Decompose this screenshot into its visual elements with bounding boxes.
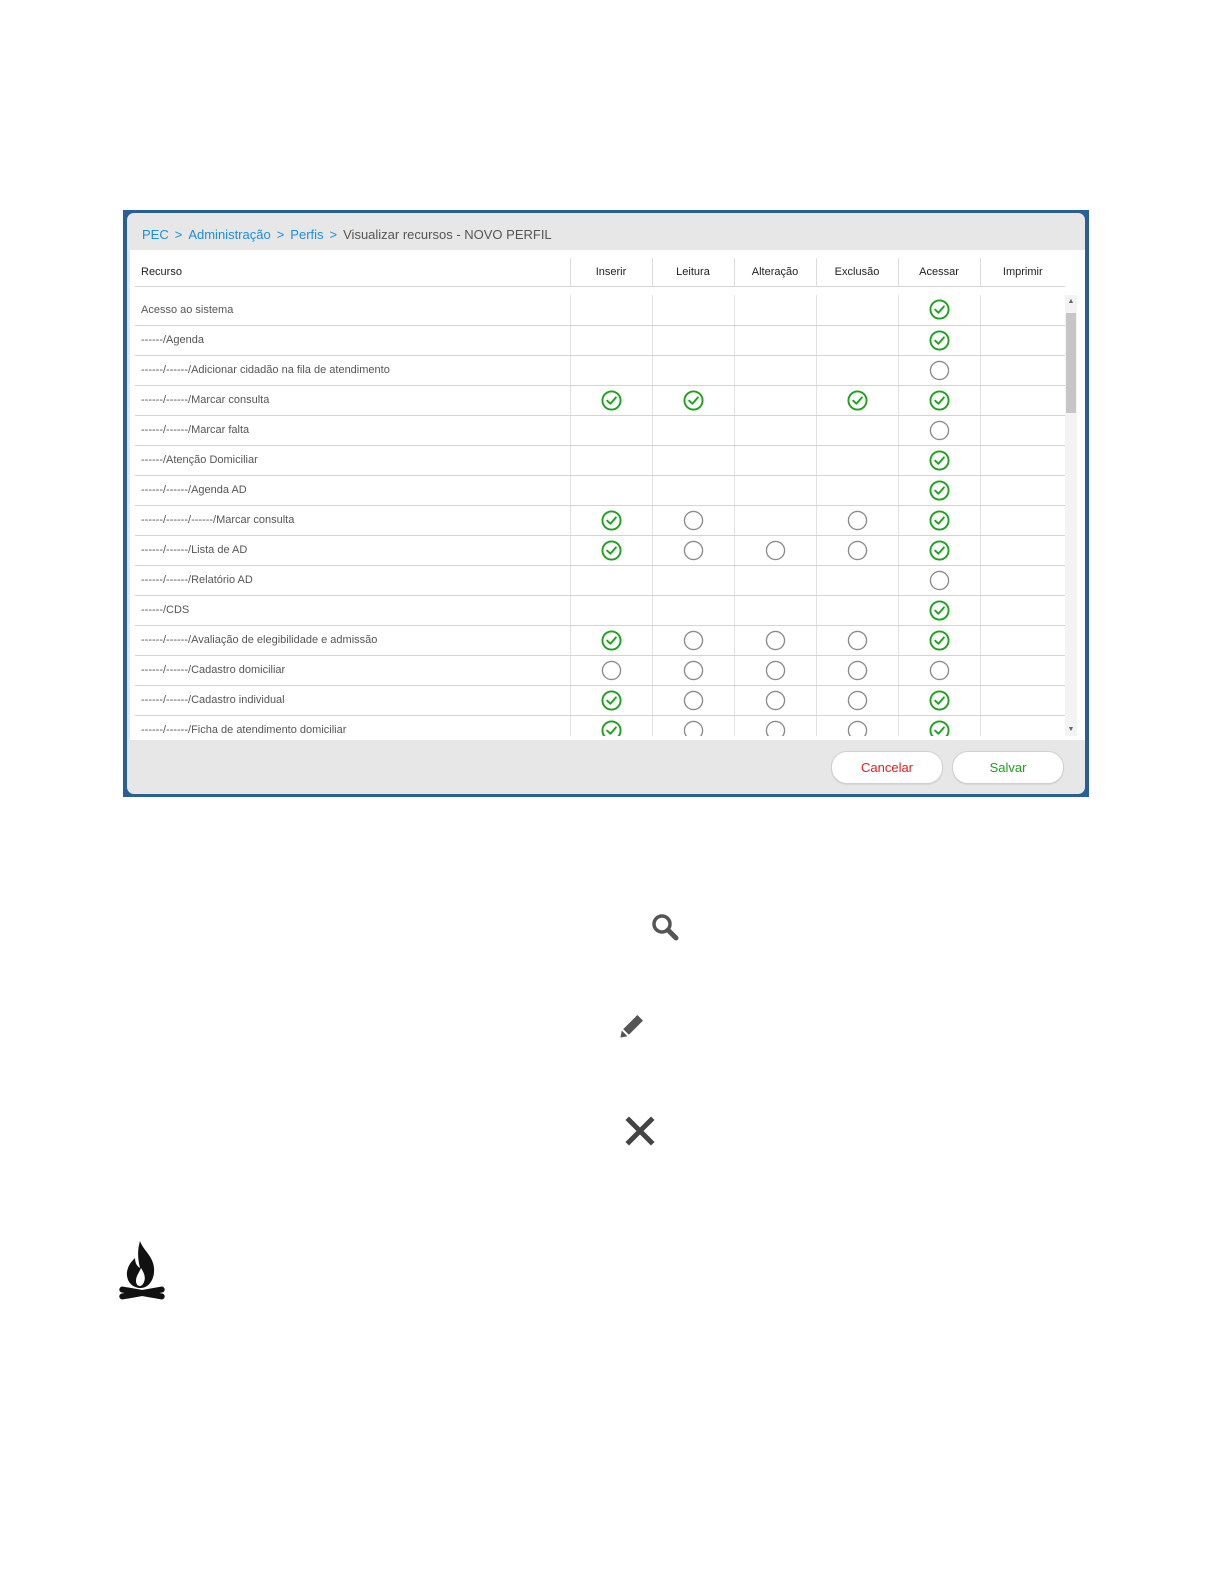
checked-circle-icon[interactable] bbox=[601, 390, 622, 411]
column-header-imprimir: Imprimir bbox=[980, 258, 1065, 286]
permission-cell-leitura[interactable] bbox=[652, 505, 734, 535]
unchecked-circle-icon[interactable] bbox=[683, 510, 704, 531]
checked-circle-icon[interactable] bbox=[929, 630, 950, 651]
table-row bbox=[135, 505, 1065, 535]
breadcrumb-current: Visualizar recursos - NOVO PERFIL bbox=[343, 227, 552, 242]
unchecked-circle-icon[interactable] bbox=[765, 630, 786, 651]
breadcrumb-item-pec[interactable]: PEC bbox=[142, 227, 169, 242]
resource-label: ------/------/Cadastro individual bbox=[135, 685, 570, 715]
permission-cell-imprimir bbox=[980, 445, 1065, 475]
permission-cell-acessar[interactable] bbox=[898, 565, 980, 595]
table-row bbox=[135, 685, 1065, 715]
permission-cell-imprimir bbox=[980, 595, 1065, 625]
permission-cell-leitura[interactable] bbox=[652, 685, 734, 715]
column-header-acessar: Acessar bbox=[898, 258, 980, 286]
table-row bbox=[135, 535, 1065, 565]
table-row bbox=[135, 415, 1065, 445]
permission-cell-alteracao bbox=[734, 475, 816, 505]
permission-cell-alteracao[interactable] bbox=[734, 655, 816, 685]
permission-cell-acessar[interactable] bbox=[898, 475, 980, 505]
close-icon bbox=[623, 1114, 657, 1148]
permission-cell-imprimir bbox=[980, 685, 1065, 715]
permission-cell-leitura bbox=[652, 565, 734, 595]
dialog bbox=[127, 213, 1085, 794]
permission-cell-leitura bbox=[652, 355, 734, 385]
permission-cell-imprimir bbox=[980, 415, 1065, 445]
permission-cell-acessar[interactable] bbox=[898, 715, 980, 736]
permission-cell-exclusao bbox=[816, 355, 898, 385]
pencil-icon bbox=[614, 1010, 648, 1044]
column-header-leitura: Leitura bbox=[652, 258, 734, 286]
permission-cell-imprimir bbox=[980, 505, 1065, 535]
permission-cell-imprimir bbox=[980, 475, 1065, 505]
permission-cell-alteracao bbox=[734, 325, 816, 355]
permission-cell-inserir bbox=[570, 445, 652, 475]
permission-cell-exclusao bbox=[816, 415, 898, 445]
unchecked-circle-icon[interactable] bbox=[683, 660, 704, 681]
table-row bbox=[135, 625, 1065, 655]
unchecked-circle-icon[interactable] bbox=[683, 540, 704, 561]
permission-cell-acessar[interactable] bbox=[898, 625, 980, 655]
checked-circle-icon[interactable] bbox=[929, 299, 950, 320]
permission-cell-imprimir bbox=[980, 295, 1065, 325]
permission-cell-alteracao bbox=[734, 355, 816, 385]
search-icon bbox=[648, 910, 682, 944]
permission-cell-exclusao[interactable] bbox=[816, 655, 898, 685]
table-row bbox=[135, 595, 1065, 625]
resource-label: ------/------/Lista de AD bbox=[135, 535, 570, 565]
permission-cell-imprimir bbox=[980, 355, 1065, 385]
unchecked-circle-icon[interactable] bbox=[929, 420, 950, 441]
permission-cell-acessar[interactable] bbox=[898, 355, 980, 385]
permission-cell-acessar[interactable] bbox=[898, 415, 980, 445]
unchecked-circle-icon[interactable] bbox=[847, 510, 868, 531]
permission-cell-exclusao[interactable] bbox=[816, 535, 898, 565]
resource-label: ------/Atenção Domiciliar bbox=[135, 445, 570, 475]
resources-header bbox=[135, 258, 1065, 287]
breadcrumb bbox=[142, 227, 552, 242]
unchecked-circle-icon[interactable] bbox=[929, 660, 950, 681]
checked-circle-icon[interactable] bbox=[929, 330, 950, 351]
permission-cell-inserir bbox=[570, 565, 652, 595]
checked-circle-icon[interactable] bbox=[601, 540, 622, 561]
checked-circle-icon[interactable] bbox=[929, 510, 950, 531]
checked-circle-icon[interactable] bbox=[683, 390, 704, 411]
permission-cell-imprimir bbox=[980, 535, 1065, 565]
column-header-exclusao: Exclusão bbox=[816, 258, 898, 286]
unchecked-circle-icon[interactable] bbox=[929, 570, 950, 591]
permission-cell-alteracao bbox=[734, 505, 816, 535]
unchecked-circle-icon[interactable] bbox=[847, 720, 868, 737]
table-row bbox=[135, 475, 1065, 505]
dialog-frame bbox=[123, 210, 1089, 797]
permission-cell-acessar[interactable] bbox=[898, 655, 980, 685]
permission-cell-leitura bbox=[652, 325, 734, 355]
permission-cell-imprimir bbox=[980, 655, 1065, 685]
permission-cell-leitura[interactable] bbox=[652, 655, 734, 685]
table-row bbox=[135, 655, 1065, 685]
permission-cell-acessar[interactable] bbox=[898, 385, 980, 415]
breadcrumb-separator: > bbox=[276, 227, 285, 242]
permission-cell-inserir bbox=[570, 295, 652, 325]
resource-label: ------/------/Cadastro domiciliar bbox=[135, 655, 570, 685]
checked-circle-icon[interactable] bbox=[847, 390, 868, 411]
scroll-up-arrow-icon[interactable]: ▲ bbox=[1067, 298, 1075, 305]
permission-cell-acessar[interactable] bbox=[898, 505, 980, 535]
unchecked-circle-icon[interactable] bbox=[847, 690, 868, 711]
permission-cell-exclusao[interactable] bbox=[816, 385, 898, 415]
unchecked-circle-icon[interactable] bbox=[601, 660, 622, 681]
permission-cell-leitura bbox=[652, 415, 734, 445]
permission-cell-acessar[interactable] bbox=[898, 685, 980, 715]
permission-cell-imprimir bbox=[980, 325, 1065, 355]
permission-cell-inserir[interactable] bbox=[570, 685, 652, 715]
table-row bbox=[135, 325, 1065, 355]
permission-cell-alteracao[interactable] bbox=[734, 625, 816, 655]
checked-circle-icon[interactable] bbox=[929, 450, 950, 471]
permission-cell-alteracao bbox=[734, 595, 816, 625]
permission-cell-acessar[interactable] bbox=[898, 535, 980, 565]
permission-cell-alteracao[interactable] bbox=[734, 715, 816, 736]
permission-cell-imprimir bbox=[980, 565, 1065, 595]
permission-cell-inserir[interactable] bbox=[570, 535, 652, 565]
permission-cell-inserir bbox=[570, 415, 652, 445]
unchecked-circle-icon[interactable] bbox=[683, 690, 704, 711]
column-header-alteracao: Alteração bbox=[734, 258, 816, 286]
checked-circle-icon[interactable] bbox=[601, 630, 622, 651]
checked-circle-icon[interactable] bbox=[929, 540, 950, 561]
permission-cell-alteracao bbox=[734, 295, 816, 325]
permission-cell-exclusao bbox=[816, 565, 898, 595]
vertical-scrollbar[interactable] bbox=[1065, 295, 1077, 736]
permission-cell-alteracao[interactable] bbox=[734, 685, 816, 715]
unchecked-circle-icon[interactable] bbox=[847, 660, 868, 681]
permission-cell-exclusao bbox=[816, 325, 898, 355]
unchecked-circle-icon[interactable] bbox=[847, 540, 868, 561]
permission-cell-inserir[interactable] bbox=[570, 385, 652, 415]
permission-cell-alteracao bbox=[734, 565, 816, 595]
permission-cell-leitura bbox=[652, 595, 734, 625]
permission-cell-exclusao[interactable] bbox=[816, 715, 898, 736]
unchecked-circle-icon[interactable] bbox=[765, 540, 786, 561]
unchecked-circle-icon[interactable] bbox=[847, 630, 868, 651]
campfire-icon bbox=[113, 1238, 171, 1304]
breadcrumb-separator: > bbox=[329, 227, 338, 242]
table-row bbox=[135, 295, 1065, 325]
permission-cell-acessar[interactable] bbox=[898, 325, 980, 355]
permission-cell-leitura[interactable] bbox=[652, 535, 734, 565]
table-row bbox=[135, 445, 1065, 475]
cancel-button[interactable]: Cancelar bbox=[831, 751, 943, 784]
unchecked-circle-icon[interactable] bbox=[683, 630, 704, 651]
checked-circle-icon[interactable] bbox=[601, 720, 622, 737]
resource-label: ------/------/Ficha de atendimento domiciliar bbox=[135, 715, 570, 736]
permission-cell-inserir[interactable] bbox=[570, 625, 652, 655]
resource-label: ------/CDS bbox=[135, 595, 570, 625]
resource-label: ------/------/Marcar falta bbox=[135, 415, 570, 445]
save-button[interactable]: Salvar bbox=[952, 751, 1064, 784]
permission-cell-leitura bbox=[652, 295, 734, 325]
breadcrumb-item-administracao[interactable]: Administração bbox=[188, 227, 271, 242]
permission-cell-alteracao bbox=[734, 385, 816, 415]
breadcrumb-item-perfis[interactable]: Perfis bbox=[290, 227, 324, 242]
permission-cell-inserir bbox=[570, 475, 652, 505]
resources-table bbox=[135, 295, 1065, 736]
permission-cell-leitura bbox=[652, 445, 734, 475]
permission-cell-inserir bbox=[570, 355, 652, 385]
permission-cell-alteracao bbox=[734, 415, 816, 445]
permission-cell-inserir[interactable] bbox=[570, 655, 652, 685]
permission-cell-imprimir bbox=[980, 715, 1065, 736]
checked-circle-icon[interactable] bbox=[929, 720, 950, 737]
permission-cell-alteracao bbox=[734, 445, 816, 475]
permission-cell-acessar[interactable] bbox=[898, 595, 980, 625]
permission-cell-exclusao[interactable] bbox=[816, 685, 898, 715]
permission-cell-exclusao bbox=[816, 295, 898, 325]
permission-cell-inserir bbox=[570, 595, 652, 625]
resource-label: Acesso ao sistema bbox=[135, 295, 570, 325]
permission-cell-exclusao[interactable] bbox=[816, 625, 898, 655]
resources-table-body[interactable] bbox=[135, 295, 1065, 736]
permission-cell-imprimir bbox=[980, 385, 1065, 415]
column-header-inserir: Inserir bbox=[570, 258, 652, 286]
permission-cell-inserir bbox=[570, 325, 652, 355]
scroll-down-arrow-icon[interactable]: ▼ bbox=[1067, 726, 1075, 733]
permission-cell-leitura bbox=[652, 475, 734, 505]
checked-circle-icon[interactable] bbox=[929, 390, 950, 411]
resources-panel bbox=[130, 250, 1085, 740]
permission-cell-acessar[interactable] bbox=[898, 295, 980, 325]
permission-cell-exclusao bbox=[816, 475, 898, 505]
breadcrumb-separator: > bbox=[174, 227, 183, 242]
permission-cell-leitura[interactable] bbox=[652, 625, 734, 655]
checked-circle-icon[interactable] bbox=[929, 690, 950, 711]
checked-circle-icon[interactable] bbox=[929, 600, 950, 621]
permission-cell-exclusao bbox=[816, 595, 898, 625]
table-row bbox=[135, 355, 1065, 385]
resource-label: ------/Agenda bbox=[135, 325, 570, 355]
scrollbar-thumb[interactable] bbox=[1066, 313, 1076, 413]
resource-label: ------/------/Agenda AD bbox=[135, 475, 570, 505]
permission-cell-inserir[interactable] bbox=[570, 505, 652, 535]
table-row bbox=[135, 565, 1065, 595]
table-row bbox=[135, 715, 1065, 736]
unchecked-circle-icon[interactable] bbox=[765, 660, 786, 681]
checked-circle-icon[interactable] bbox=[601, 510, 622, 531]
permission-cell-inserir[interactable] bbox=[570, 715, 652, 736]
unchecked-circle-icon[interactable] bbox=[765, 690, 786, 711]
checked-circle-icon[interactable] bbox=[929, 480, 950, 501]
table-row bbox=[135, 385, 1065, 415]
permission-cell-acessar[interactable] bbox=[898, 445, 980, 475]
permission-cell-exclusao bbox=[816, 445, 898, 475]
resource-label: ------/------/Avaliação de elegibilidade e admissão bbox=[135, 625, 570, 655]
checked-circle-icon[interactable] bbox=[601, 690, 622, 711]
permission-cell-leitura[interactable] bbox=[652, 715, 734, 736]
unchecked-circle-icon[interactable] bbox=[765, 720, 786, 737]
permission-cell-alteracao[interactable] bbox=[734, 535, 816, 565]
permission-cell-imprimir bbox=[980, 625, 1065, 655]
resource-label: ------/------/Adicionar cidadão na fila de atendimento bbox=[135, 355, 570, 385]
resource-label: ------/------/------/Marcar consulta bbox=[135, 505, 570, 535]
permission-cell-exclusao[interactable] bbox=[816, 505, 898, 535]
unchecked-circle-icon[interactable] bbox=[929, 360, 950, 381]
unchecked-circle-icon[interactable] bbox=[683, 720, 704, 737]
permission-cell-leitura[interactable] bbox=[652, 385, 734, 415]
resource-label: ------/------/Marcar consulta bbox=[135, 385, 570, 415]
resource-label: ------/------/Relatório AD bbox=[135, 565, 570, 595]
column-header-recurso: Recurso bbox=[135, 258, 570, 286]
